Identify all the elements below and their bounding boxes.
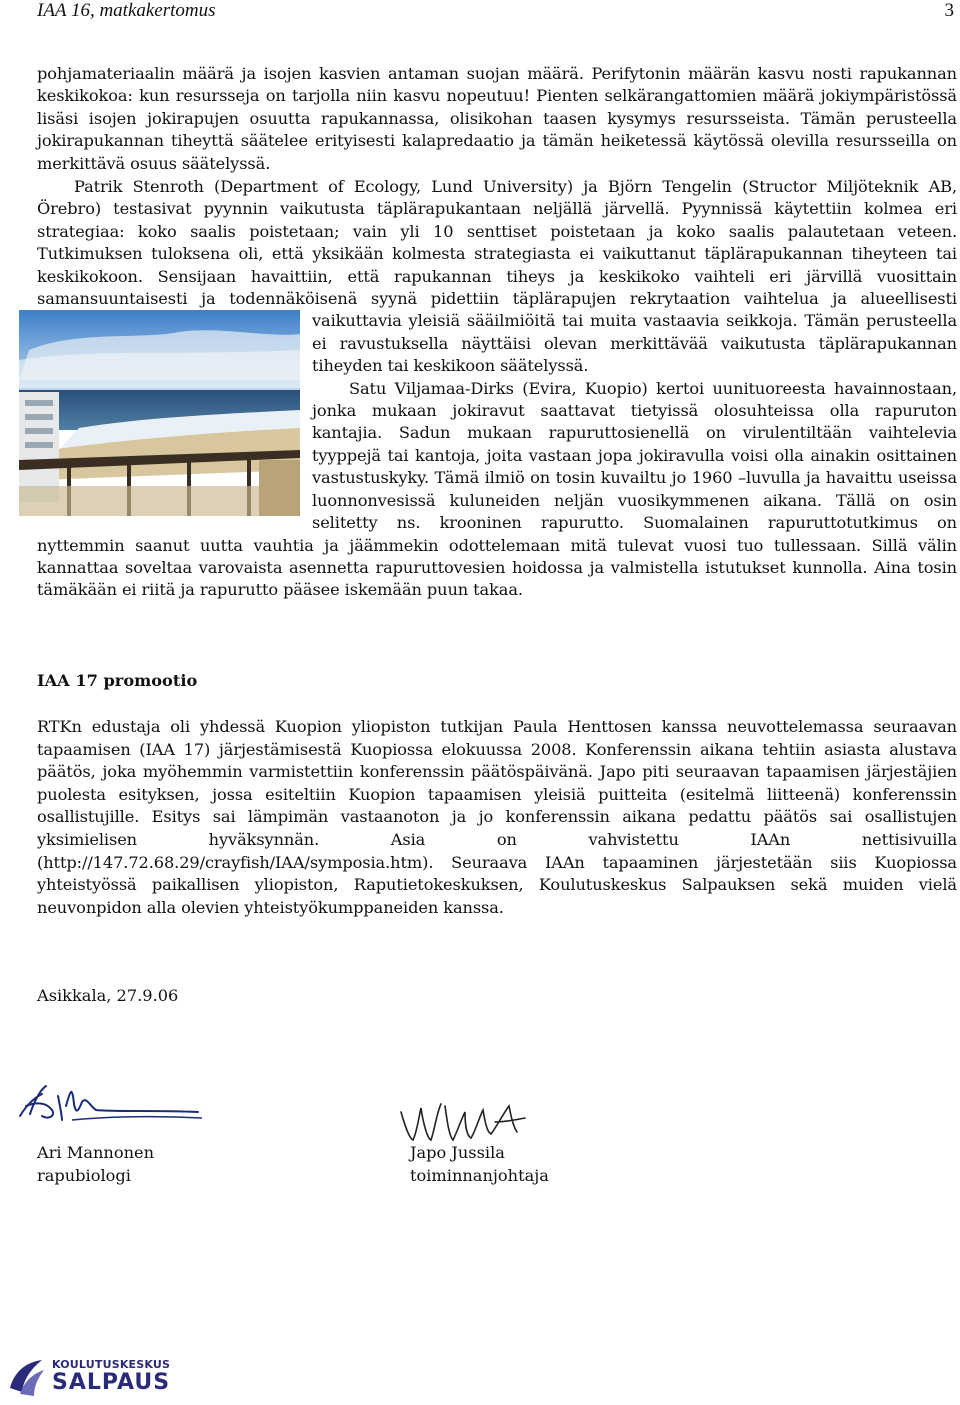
paragraph-predation: pohjamateriaalin määrä ja isojen kasvien antaman suojan määrä. Perifytonin määrän kasvu nosti rapukannan keskikokoa: kun resursseja on tarjolla niin kasvu nopeutuu! Pienten selkärangattomien määrä jokiympäristössä lisäsi isojen jokirapujen osuutta rapukannassa, olisikohan taasen kysymys resursseista. Tämän perusteella jokirapukannan tiheyttä säätelee erityisesti kalapredaatio ja tämän heiketessä käytössä olevilla resursseilla on merkittävä osuus säätelyssä. xyxy=(37,64,957,173)
place-date: Asikkala, 27.9.06 xyxy=(37,986,179,1005)
signatory-left xyxy=(37,1141,154,1187)
signatory-title: toiminnanjohtaja xyxy=(410,1166,549,1185)
signatory-name: Japo Jussila xyxy=(410,1143,505,1162)
page-number: 3 xyxy=(944,0,954,21)
section-iaa17-promotion xyxy=(37,716,957,919)
signature-ari-mannonen xyxy=(12,1076,207,1136)
salpaus-logo-icon xyxy=(4,1354,48,1398)
signatory-right xyxy=(410,1141,549,1187)
paragraph-viljamaa-dirks: Satu Viljamaa-Dirks (Evira, Kuopio) kertoi uunituoreesta havainnostaan, jonka mukaan jokiravut saattavat tietyissä olosuhteissa olla rapuruton kantajia. Sadun mukaan rapuruttosienellä on virulentiltään vaihtelevia tyyppejä tai kantoja, joita vastaan jopa jokiravulla voisi olla ainakin osittainen vastustuskyky. Tämä ilmiö on tosin kuvailtu jo 1960 –luvulla ja havaittu useissa luonnonvesissä kuluneiden neljän vuosikymmenen aikana. Tällä on osin selitetty ns. krooninen rapurutto. Suomalainen rapuruttotutkimus on nyttemmin saanut uutta vauhtia ja jäämmekin odottelemaan mitä tulevat vuosi tuo tullessaan. Sillä välin kannattaa soveltaa varovaista asennetta rapuruttovesien hoidossa ja valmistella istutukset kunnolla. Aina tosin tämäkään ei riitä ja rapurutto pääsee iskemään puun takaa. xyxy=(37,378,957,600)
page-header xyxy=(37,0,960,22)
beach-balcony-photo xyxy=(19,310,300,516)
header-title: IAA 16, matkakertomus xyxy=(37,0,216,21)
section-photo-block xyxy=(37,176,957,602)
section-heading-iaa17: IAA 17 promootio xyxy=(37,671,198,690)
section-crayfish-research xyxy=(37,63,957,175)
salpaus-logo xyxy=(4,1352,171,1398)
signatory-title: rapubiologi xyxy=(37,1166,131,1185)
paragraph-stenroth-tengelin xyxy=(37,176,957,378)
signatory-name: Ari Mannonen xyxy=(37,1143,155,1162)
logo-line2: SALPAUS xyxy=(52,1370,171,1395)
paragraph-text-lead: Patrik Stenroth (Department of Ecology, Lund University) ja Björn Tengelin (Structor Miljöteknik AB, Örebro) testasivat pyynnin vaikutusta täplärapukantaan neljällä järvellä. Pyynnissä käytettiin kolmea eri strategiaa: koko saalis poistetaan; vain yli 10 senttiset poistetaan ja koko saalis palautetaan veteen. Tutkimuksen tuloksena oli, että yksikään kolmesta strategiasta ei vaikuttanut täplärapukannan tiheyteen tai keskikokoon. Sensijaan havaittiin, että rapukannan tiheys ja keskikoko vaihteli eri järvillä vuosittain samansuuntaisesti ja todennäköisenä syynä pidettiin täplärapujen rekrytaation vaihtelua ja alueellisesti vaikuttavia yleisiä sääilmiöitä tai muita vastaavia xyxy=(37,177,957,331)
paragraph-text-tail: seikkoja. Tämän perusteella ei ravustuksella näyttäisi olevan merkittävää vaikutusta täplärapukannan tiheyden tai keskikoon säätelyssä. xyxy=(312,311,958,376)
logo-line1: KOULUTUSKESKUS xyxy=(52,1358,171,1371)
paragraph-iaa17: RTKn edustaja oli yhdessä Kuopion yliopiston tutkijan Paula Henttosen kanssa neuvottelemassa seuraavan tapaamisen (IAA 17) järjestämisestä Kuopiossa elokuussa 2008. Konferenssin aikana tehtiin asiasta alustava päätös, joka myöhemmin varmistettiin konferenssin päätöspäivänä. Japo piti seuraavan tapaamisen järjestäjien puolesta esityksen, jossa esiteltiin Kuopion tapaamisen yleisiä puitteita (esitelmä liitteenä) konferenssin osallistujille. Esitys sai lämpimän vastaanoton ja jo konferenssin aikana pedattu päätös sai osallistujen yksimielisen hyväksynnän. Asia on vahvistettu IAAn nettisivuilla (http://147.72.68.29/crayfish/IAA/symposia.htm). Seuraava IAAn tapaaminen järjestetään siis Kuopiossa yhteistyössä paikallisen yliopiston, Raputietokeskuksen, Koulutuskeskus Salpauksen sekä muiden vielä neuvonpidon alla olevien yhteistyökumppaneiden kanssa. xyxy=(37,717,957,917)
